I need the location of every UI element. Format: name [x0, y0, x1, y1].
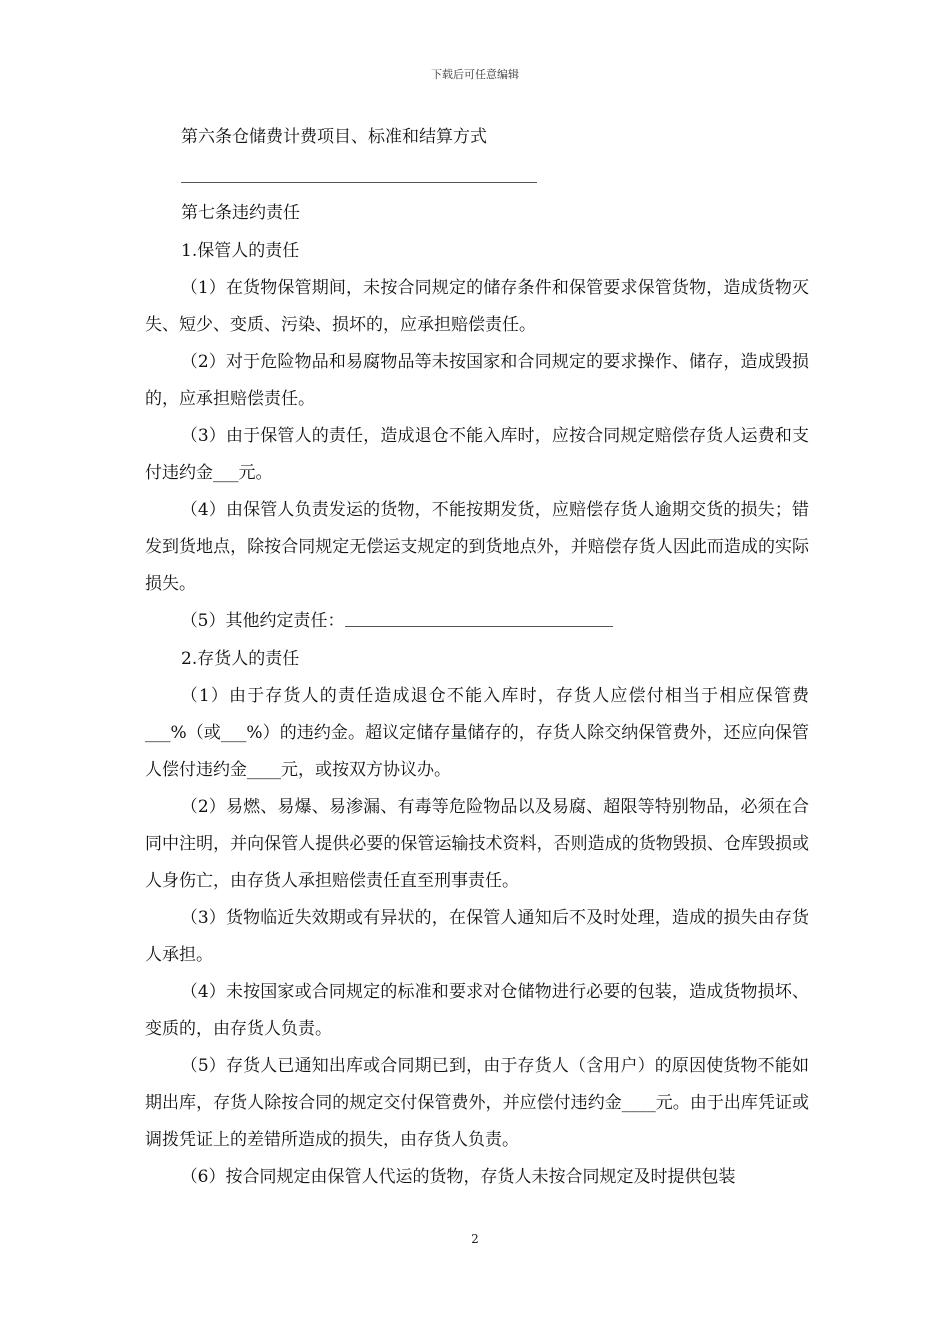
keeper-clause-2: （2）对于危险物品和易腐物品等未按国家和合同规定的要求操作、储存，造成毁损的，应承担赔偿责任。	[145, 352, 809, 409]
keeper-clause-4: （4）由保管人负责发运的货物，不能按期发货，应赔偿存货人逾期交货的损失；错发到货地点，除按合同规定无偿运支规定的到货地点外，并赔偿存货人因此而造成的实际损失。	[145, 500, 809, 594]
depositor-clause-6: （6）按合同规定由保管人代运的货物，存货人未按合同规定及时提供包装	[180, 1167, 736, 1187]
depositor-clause-4: （4）未按国家或合同规定的标准和要求对仓储物进行必要的包装，造成货物损坏、变质的，由存货人负责。	[145, 982, 809, 1039]
keeper-clause-5	[145, 603, 809, 640]
document-body	[145, 118, 809, 1196]
keeper-clause-3: （3）由于保管人的责任，造成退仓不能入库时，应按合同规定赔偿存货人运费和支付违约金___元。	[145, 426, 809, 483]
depositor-clause-3: （3）货物临近失效期或有异状的，在保管人通知后不及时处理，造成的损失由存货人承担。	[145, 908, 809, 965]
page-number: 2	[471, 1232, 479, 1246]
depositor-clause-5: （5）存货人已通知出库或合同期已到，由于存货人（含用户）的原因使货物不能如期出库，存货人除按合同的规定交付保管费外，并应偿付违约金____元。由于出库凭证或调拨凭证上的差错所造成的损失，由存货人负责。	[145, 1056, 809, 1150]
blank-underline	[345, 616, 613, 627]
keeper-clause-1: （1）在货物保管期间，未按合同规定的储存条件和保管要求保管货物，造成货物灭失、短少、变质、污染、损坏的，应承担赔偿责任。	[145, 278, 809, 335]
article-7-title: 第七条违约责任	[181, 203, 300, 223]
blank-underline	[181, 182, 537, 183]
keeper-responsibility-heading: 1.保管人的责任	[181, 241, 300, 261]
keeper-clause-5-text: （5）其他约定责任：	[180, 611, 345, 631]
depositor-responsibility-heading: 2.存货人的责任	[181, 649, 300, 669]
page-header-note: 下载后可任意编辑	[431, 68, 519, 81]
depositor-clause-1: （1）由于存货人的责任造成退仓不能入库时，存货人应偿付相当于相应保管费___%（或___%）的违约金。超议定储存量储存的，存货人除交纳保管费外，还应向保管人偿付违约金____元，或按双方协议办。	[145, 686, 809, 780]
depositor-clause-2: （2）易燃、易爆、易渗漏、有毒等危险物品以及易腐、超限等特别物品，必须在合同中注明，并向保管人提供必要的保管运输技术资料，否则造成的货物毁损、仓库毁损或人身伤亡，由存货人承担赔偿责任直至刑事责任。	[145, 797, 809, 891]
fill-in-blank-line	[145, 156, 809, 194]
article-6-title: 第六条仓储费计费项目、标准和结算方式	[181, 127, 487, 147]
